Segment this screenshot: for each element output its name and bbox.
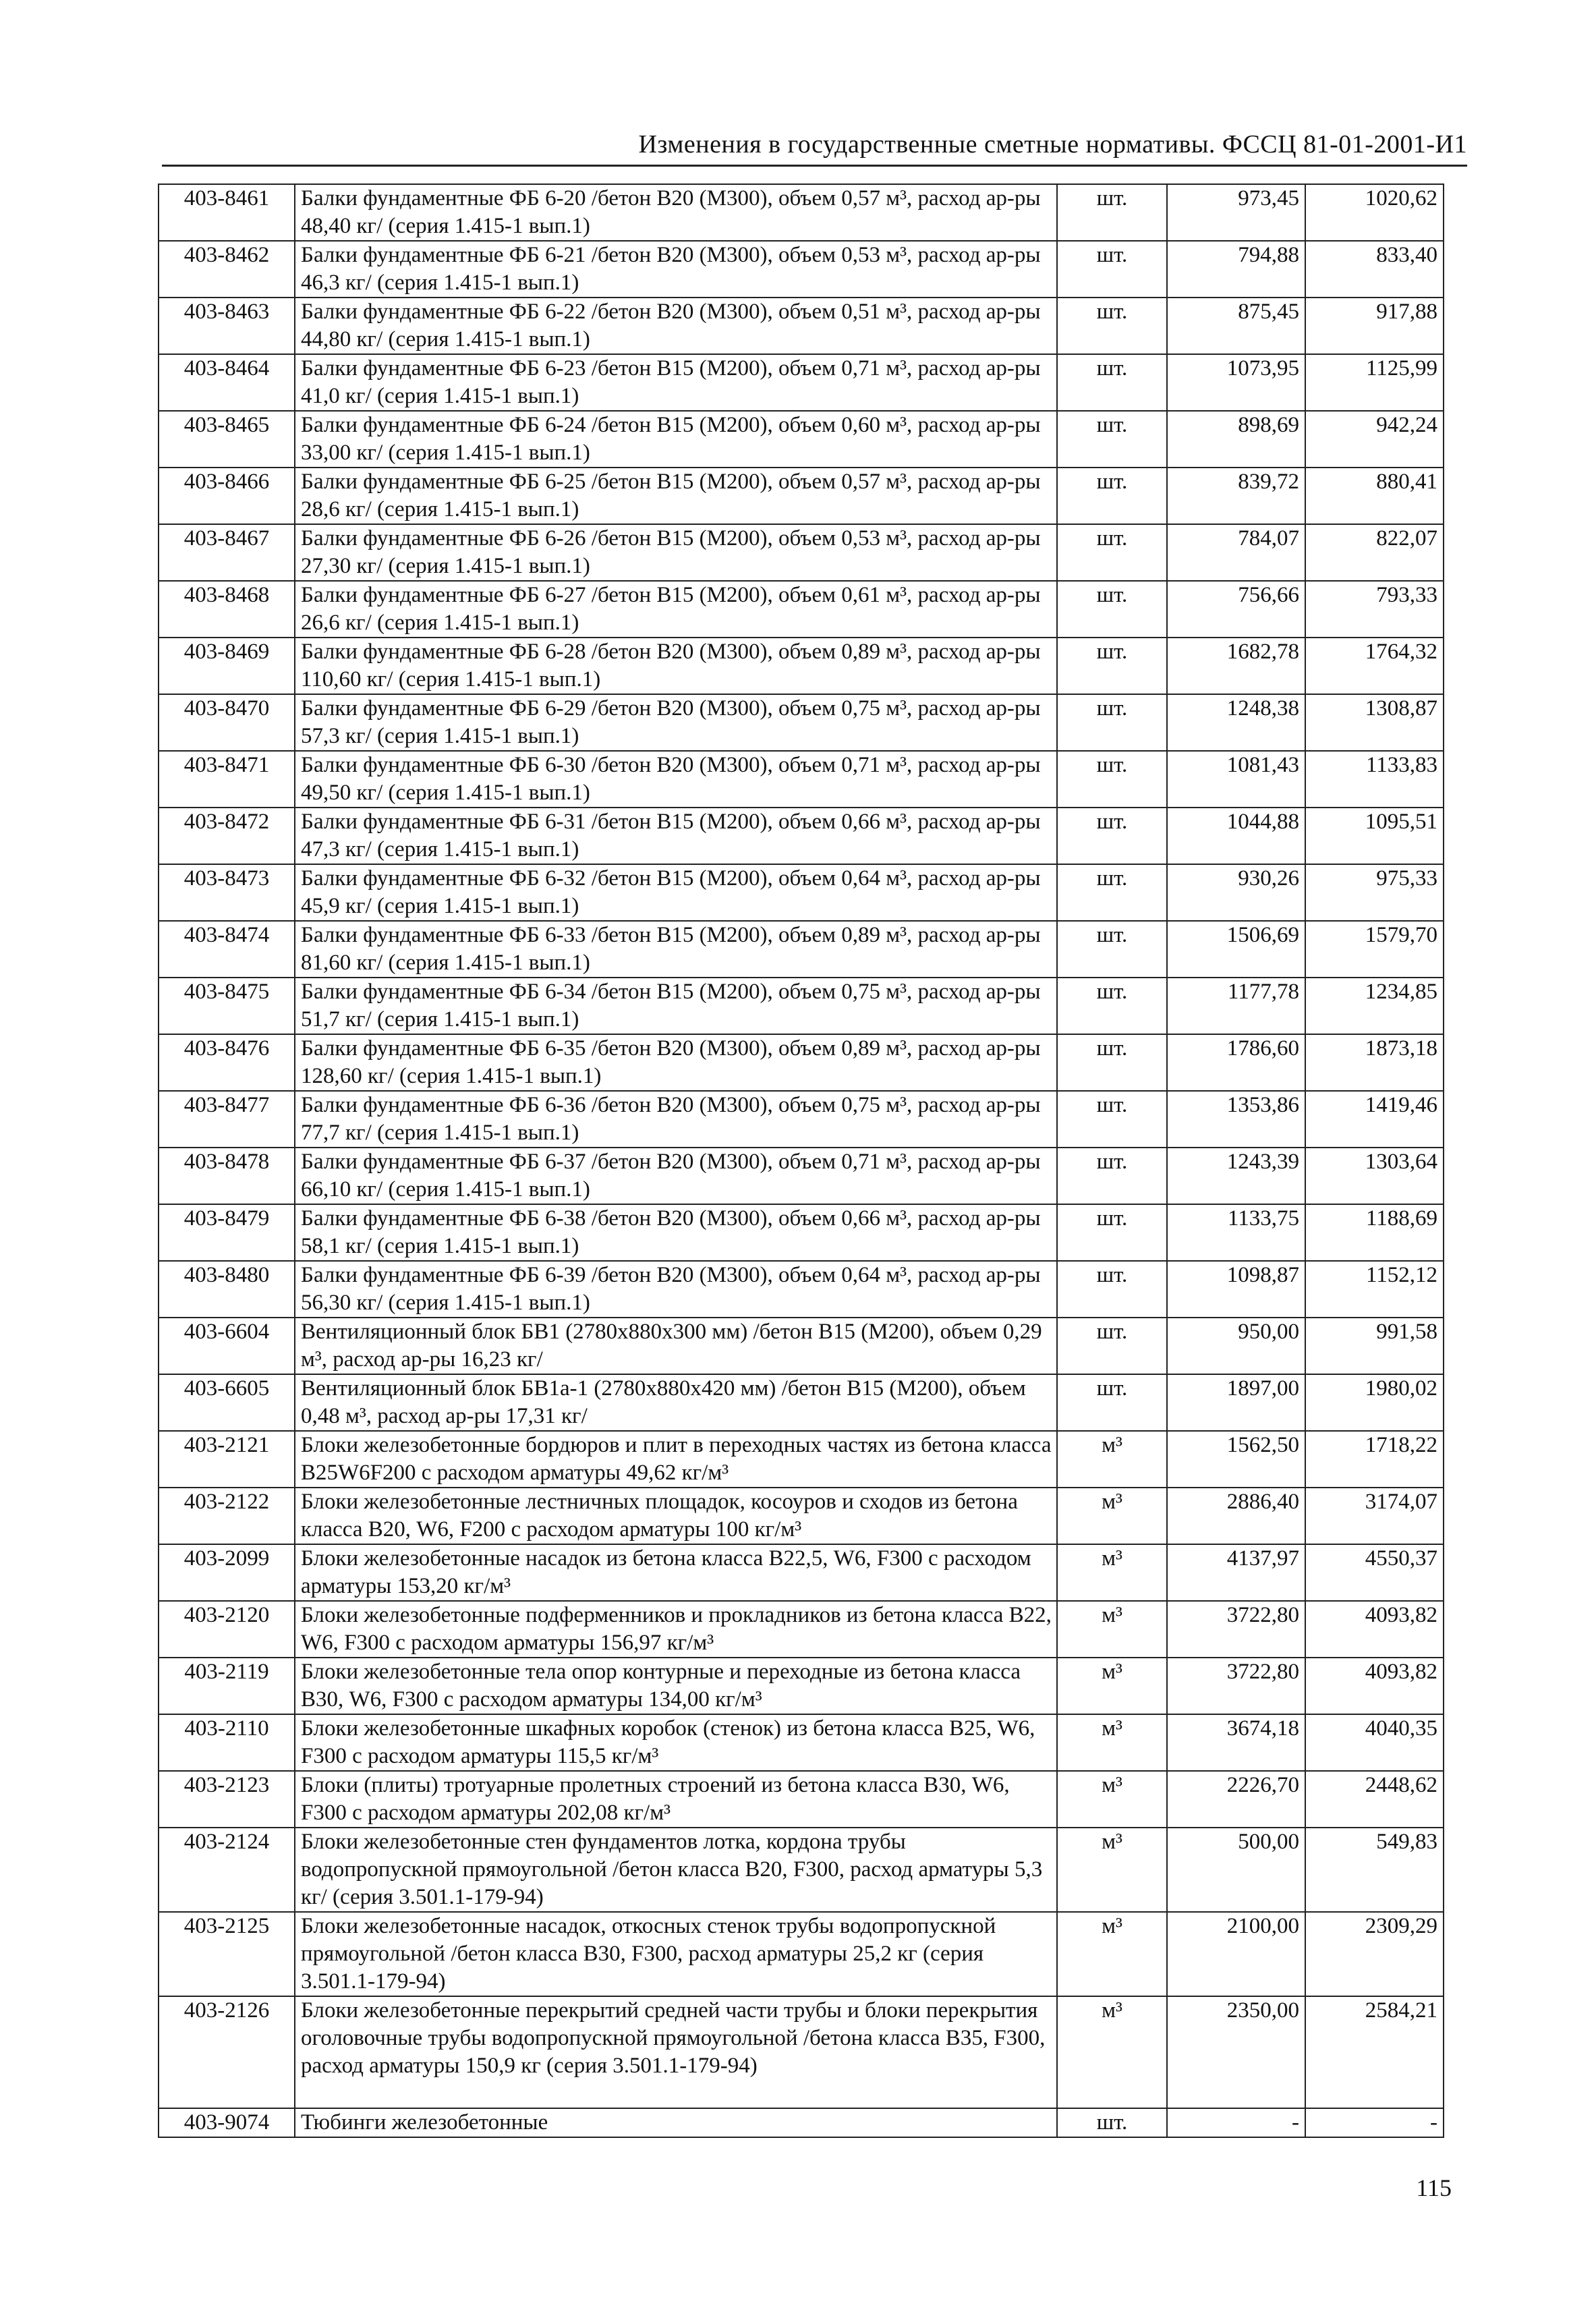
item-unit: м³ [1057, 1544, 1167, 1601]
table-row [159, 1544, 1444, 1601]
item-unit: шт. [1057, 241, 1167, 298]
item-description: Балки фундаментные ФБ 6-20 /бетон В20 (М300), объем 0,57 м³, расход ар-ры 48,40 кг/ (серия 1.415-1 вып.1) [295, 184, 1057, 241]
item-unit: м³ [1057, 1996, 1167, 2108]
item-unit: шт. [1057, 808, 1167, 864]
item-price-2: 1873,18 [1305, 1034, 1444, 1091]
table-row [159, 411, 1444, 468]
item-code: 403-8469 [159, 638, 295, 694]
item-price-2: 991,58 [1305, 1318, 1444, 1374]
item-price-1: 1506,69 [1167, 921, 1305, 978]
item-price-2: 3174,07 [1305, 1488, 1444, 1544]
item-description: Блоки железобетонные бордюров и плит в переходных частях из бетона класса B25W6F200 с расходом арматуры 49,62 кг/м³ [295, 1431, 1057, 1488]
item-price-2: 942,24 [1305, 411, 1444, 468]
item-code: 403-2125 [159, 1912, 295, 1996]
item-unit: шт. [1057, 638, 1167, 694]
item-price-1: 1897,00 [1167, 1374, 1305, 1431]
item-unit: м³ [1057, 1828, 1167, 1912]
item-description: Блоки (плиты) тротуарные пролетных строений из бетона класса В30, W6, F300 с расходом арматуры 202,08 кг/м³ [295, 1771, 1057, 1828]
item-code: 403-2099 [159, 1544, 295, 1601]
item-price-2: 1125,99 [1305, 354, 1444, 411]
item-price-1: 2100,00 [1167, 1912, 1305, 1996]
table-row [159, 921, 1444, 978]
table-row [159, 1204, 1444, 1261]
item-price-1: 784,07 [1167, 524, 1305, 581]
item-unit: м³ [1057, 1771, 1167, 1828]
header-rule [162, 165, 1467, 167]
item-code: 403-9074 [159, 2108, 295, 2137]
item-description: Блоки железобетонные насадок, откосных стенок трубы водопропускной прямоугольной /бетон класса В30, F300, расход арматуры 25,2 кг (серия 3.501.1-179-94) [295, 1912, 1057, 1996]
table-row [159, 298, 1444, 354]
item-price-2: 793,33 [1305, 581, 1444, 638]
item-description: Блоки железобетонные лестничных площадок, косоуров и сходов из бетона класса В20, W6, F200 с расходом арматуры 100 кг/м³ [295, 1488, 1057, 1544]
table-row [159, 1318, 1444, 1374]
item-price-2: 822,07 [1305, 524, 1444, 581]
item-description: Балки фундаментные ФБ 6-30 /бетон В20 (М300), объем 0,71 м³, расход ар-ры 49,50 кг/ (серия 1.415-1 вып.1) [295, 751, 1057, 808]
item-description: Вентиляционный блок БВ1 (2780х880х300 мм) /бетон В15 (М200), объем 0,29 м³, расход ар-ры 16,23 кг/ [295, 1318, 1057, 1374]
item-price-2: 2584,21 [1305, 1996, 1444, 2108]
item-price-2: 4093,82 [1305, 1658, 1444, 1714]
table-row [159, 1034, 1444, 1091]
item-description: Балки фундаментные ФБ 6-36 /бетон В20 (М300), объем 0,75 м³, расход ар-ры 77,7 кг/ (серия 1.415-1 вып.1) [295, 1091, 1057, 1148]
item-code: 403-2121 [159, 1431, 295, 1488]
item-code: 403-6604 [159, 1318, 295, 1374]
item-description: Балки фундаментные ФБ 6-35 /бетон В20 (М300), объем 0,89 м³, расход ар-ры 128,60 кг/ (серия 1.415-1 вып.1) [295, 1034, 1057, 1091]
item-price-1: 1682,78 [1167, 638, 1305, 694]
item-description: Балки фундаментные ФБ 6-31 /бетон В15 (М200), объем 0,66 м³, расход ар-ры 47,3 кг/ (серия 1.415-1 вып.1) [295, 808, 1057, 864]
item-price-2: 1308,87 [1305, 694, 1444, 751]
item-unit: шт. [1057, 1318, 1167, 1374]
item-description: Балки фундаментные ФБ 6-32 /бетон В15 (М200), объем 0,64 м³, расход ар-ры 45,9 кг/ (серия 1.415-1 вып.1) [295, 864, 1057, 921]
item-price-1: 839,72 [1167, 468, 1305, 524]
item-unit: шт. [1057, 694, 1167, 751]
item-code: 403-8475 [159, 978, 295, 1034]
item-unit: м³ [1057, 1658, 1167, 1714]
item-price-1: 950,00 [1167, 1318, 1305, 1374]
item-description: Балки фундаментные ФБ 6-39 /бетон В20 (М300), объем 0,64 м³, расход ар-ры 56,30 кг/ (серия 1.415-1 вып.1) [295, 1261, 1057, 1318]
item-price-1: 2350,00 [1167, 1996, 1305, 2108]
item-code: 403-8477 [159, 1091, 295, 1148]
table-row [159, 638, 1444, 694]
item-description: Блоки железобетонные стен фундаментов лотка, кордона трубы водопропускной прямоугольной /бетон класса В20, F300, расход арматуры 5,3 кг/ (серия 3.501.1-179-94) [295, 1828, 1057, 1912]
item-unit: м³ [1057, 1488, 1167, 1544]
table-row [159, 808, 1444, 864]
item-description: Балки фундаментные ФБ 6-23 /бетон В15 (М200), объем 0,71 м³, расход ар-ры 41,0 кг/ (серия 1.415-1 вып.1) [295, 354, 1057, 411]
item-price-2: 1764,32 [1305, 638, 1444, 694]
table-row [159, 524, 1444, 581]
item-price-2: 1718,22 [1305, 1431, 1444, 1488]
item-code: 403-8480 [159, 1261, 295, 1318]
table-row [159, 978, 1444, 1034]
table-row [159, 354, 1444, 411]
table-row [159, 581, 1444, 638]
item-unit: шт. [1057, 2108, 1167, 2137]
item-price-1: 2226,70 [1167, 1771, 1305, 1828]
item-code: 403-2120 [159, 1601, 295, 1658]
item-price-1: 973,45 [1167, 184, 1305, 241]
item-description: Балки фундаментные ФБ 6-27 /бетон В15 (М200), объем 0,61 м³, расход ар-ры 26,6 кг/ (серия 1.415-1 вып.1) [295, 581, 1057, 638]
item-price-1: 3674,18 [1167, 1714, 1305, 1771]
item-unit: м³ [1057, 1912, 1167, 1996]
item-unit: шт. [1057, 1091, 1167, 1148]
item-price-1: 3722,80 [1167, 1658, 1305, 1714]
table-row [159, 1771, 1444, 1828]
item-code: 403-8466 [159, 468, 295, 524]
item-unit: шт. [1057, 1204, 1167, 1261]
item-unit: шт. [1057, 751, 1167, 808]
item-code: 403-8462 [159, 241, 295, 298]
item-description: Вентиляционный блок БВ1а-1 (2780х880х420 мм) /бетон В15 (М200), объем 0,48 м³, расход ар-ры 17,31 кг/ [295, 1374, 1057, 1431]
item-price-1: 1243,39 [1167, 1148, 1305, 1204]
item-price-2: 917,88 [1305, 298, 1444, 354]
item-unit: шт. [1057, 354, 1167, 411]
table-row [159, 751, 1444, 808]
item-price-1: 1133,75 [1167, 1204, 1305, 1261]
table-row [159, 184, 1444, 241]
item-price-1: 1073,95 [1167, 354, 1305, 411]
item-code: 403-8471 [159, 751, 295, 808]
item-price-2: - [1305, 2108, 1444, 2137]
item-code: 403-2119 [159, 1658, 295, 1714]
item-unit: шт. [1057, 864, 1167, 921]
item-unit: шт. [1057, 184, 1167, 241]
table-row [159, 1431, 1444, 1488]
table-row [159, 1488, 1444, 1544]
item-code: 403-8470 [159, 694, 295, 751]
item-code: 403-8465 [159, 411, 295, 468]
item-unit: шт. [1057, 1148, 1167, 1204]
item-description: Балки фундаментные ФБ 6-37 /бетон В20 (М300), объем 0,71 м³, расход ар-ры 66,10 кг/ (серия 1.415-1 вып.1) [295, 1148, 1057, 1204]
item-price-2: 1152,12 [1305, 1261, 1444, 1318]
item-code: 403-8474 [159, 921, 295, 978]
item-price-2: 1095,51 [1305, 808, 1444, 864]
item-price-1: 1248,38 [1167, 694, 1305, 751]
item-code: 403-2126 [159, 1996, 295, 2108]
item-price-1: 3722,80 [1167, 1601, 1305, 1658]
item-price-2: 2448,62 [1305, 1771, 1444, 1828]
item-price-1: 794,88 [1167, 241, 1305, 298]
item-code: 403-8473 [159, 864, 295, 921]
item-code: 403-8478 [159, 1148, 295, 1204]
item-unit: шт. [1057, 1034, 1167, 1091]
item-unit: м³ [1057, 1714, 1167, 1771]
item-code: 403-8467 [159, 524, 295, 581]
item-description: Балки фундаментные ФБ 6-22 /бетон В20 (М300), объем 0,51 м³, расход ар-ры 44,80 кг/ (серия 1.415-1 вып.1) [295, 298, 1057, 354]
item-description: Балки фундаментные ФБ 6-26 /бетон В15 (М200), объем 0,53 м³, расход ар-ры 27,30 кг/ (серия 1.415-1 вып.1) [295, 524, 1057, 581]
item-description: Тюбинги железобетонные [295, 2108, 1057, 2137]
item-description: Балки фундаментные ФБ 6-28 /бетон В20 (М300), объем 0,89 м³, расход ар-ры 110,60 кг/ (серия 1.415-1 вып.1) [295, 638, 1057, 694]
item-unit: шт. [1057, 581, 1167, 638]
item-description: Блоки железобетонные перекрытий средней части трубы и блоки перекрытия оголовочные трубы водопропускной прямоугольной /бетона класса В35, F300, расход арматуры 150,9 кг (серия 3.501.1-179-94) [295, 1996, 1057, 2108]
table-row [159, 864, 1444, 921]
item-description: Блоки железобетонные тела опор контурные и переходные из бетона класса В30, W6, F300 с расходом арматуры 134,00 кг/м³ [295, 1658, 1057, 1714]
item-code: 403-8468 [159, 581, 295, 638]
item-price-2: 1419,46 [1305, 1091, 1444, 1148]
item-unit: шт. [1057, 411, 1167, 468]
item-price-1: 2886,40 [1167, 1488, 1305, 1544]
page-header: Изменения в государственные сметные нормативы. ФССЦ 81-01-2001-И1 [638, 130, 1467, 159]
item-price-2: 1020,62 [1305, 184, 1444, 241]
item-price-2: 975,33 [1305, 864, 1444, 921]
item-price-1: 1562,50 [1167, 1431, 1305, 1488]
item-price-1: 1177,78 [1167, 978, 1305, 1034]
item-unit: шт. [1057, 1261, 1167, 1318]
item-description: Балки фундаментные ФБ 6-21 /бетон В20 (М300), объем 0,53 м³, расход ар-ры 46,3 кг/ (серия 1.415-1 вып.1) [295, 241, 1057, 298]
item-price-2: 1234,85 [1305, 978, 1444, 1034]
table-row [159, 1828, 1444, 1912]
item-price-2: 1188,69 [1305, 1204, 1444, 1261]
table-row [159, 1714, 1444, 1771]
item-price-2: 4093,82 [1305, 1601, 1444, 1658]
item-price-1: 898,69 [1167, 411, 1305, 468]
table-row [159, 2108, 1444, 2137]
item-price-1: 930,26 [1167, 864, 1305, 921]
item-description: Балки фундаментные ФБ 6-25 /бетон В15 (М200), объем 0,57 м³, расход ар-ры 28,6 кг/ (серия 1.415-1 вып.1) [295, 468, 1057, 524]
price-table [158, 184, 1444, 2138]
item-unit: шт. [1057, 524, 1167, 581]
item-price-1: 1098,87 [1167, 1261, 1305, 1318]
item-code: 403-8479 [159, 1204, 295, 1261]
table-row [159, 1601, 1444, 1658]
item-code: 403-2124 [159, 1828, 295, 1912]
item-unit: шт. [1057, 921, 1167, 978]
table-row [159, 1091, 1444, 1148]
item-price-2: 549,83 [1305, 1828, 1444, 1912]
item-description: Блоки железобетонные шкафных коробок (стенок) из бетона класса В25, W6, F300 с расходом арматуры 115,5 кг/м³ [295, 1714, 1057, 1771]
table-row [159, 1261, 1444, 1318]
item-price-2: 2309,29 [1305, 1912, 1444, 1996]
item-unit: м³ [1057, 1601, 1167, 1658]
item-code: 403-8476 [159, 1034, 295, 1091]
item-description: Блоки железобетонные подферменников и прокладников из бетона класса В22, W6, F300 с расходом арматуры 156,97 кг/м³ [295, 1601, 1057, 1658]
item-code: 403-6605 [159, 1374, 295, 1431]
item-price-1: 875,45 [1167, 298, 1305, 354]
item-code: 403-8472 [159, 808, 295, 864]
item-price-2: 1980,02 [1305, 1374, 1444, 1431]
table-row [159, 1374, 1444, 1431]
item-price-1: - [1167, 2108, 1305, 2137]
item-price-1: 1044,88 [1167, 808, 1305, 864]
item-unit: шт. [1057, 298, 1167, 354]
item-code: 403-8461 [159, 184, 295, 241]
item-unit: шт. [1057, 1374, 1167, 1431]
item-price-2: 1133,83 [1305, 751, 1444, 808]
item-price-1: 500,00 [1167, 1828, 1305, 1912]
table-row [159, 241, 1444, 298]
table-row [159, 468, 1444, 524]
item-unit: шт. [1057, 978, 1167, 1034]
table-row [159, 1996, 1444, 2108]
item-code: 403-8464 [159, 354, 295, 411]
table-row [159, 1148, 1444, 1204]
item-price-2: 4550,37 [1305, 1544, 1444, 1601]
item-code: 403-2123 [159, 1771, 295, 1828]
page-number: 115 [1416, 2174, 1452, 2201]
item-code: 403-8463 [159, 298, 295, 354]
table-row [159, 1912, 1444, 1996]
item-price-1: 4137,97 [1167, 1544, 1305, 1601]
item-unit: м³ [1057, 1431, 1167, 1488]
item-price-1: 1786,60 [1167, 1034, 1305, 1091]
item-price-1: 1353,86 [1167, 1091, 1305, 1148]
item-description: Балки фундаментные ФБ 6-24 /бетон В15 (М200), объем 0,60 м³, расход ар-ры 33,00 кг/ (серия 1.415-1 вып.1) [295, 411, 1057, 468]
item-description: Балки фундаментные ФБ 6-38 /бетон В20 (М300), объем 0,66 м³, расход ар-ры 58,1 кг/ (серия 1.415-1 вып.1) [295, 1204, 1057, 1261]
item-code: 403-2110 [159, 1714, 295, 1771]
table-row [159, 694, 1444, 751]
item-description: Балки фундаментные ФБ 6-29 /бетон В20 (М300), объем 0,75 м³, расход ар-ры 57,3 кг/ (серия 1.415-1 вып.1) [295, 694, 1057, 751]
item-price-1: 756,66 [1167, 581, 1305, 638]
item-description: Блоки железобетонные насадок из бетона класса В22,5, W6, F300 с расходом арматуры 153,20 кг/м³ [295, 1544, 1057, 1601]
item-code: 403-2122 [159, 1488, 295, 1544]
item-price-2: 1303,64 [1305, 1148, 1444, 1204]
item-price-1: 1081,43 [1167, 751, 1305, 808]
item-unit: шт. [1057, 468, 1167, 524]
item-description: Балки фундаментные ФБ 6-34 /бетон В15 (М200), объем 0,75 м³, расход ар-ры 51,7 кг/ (серия 1.415-1 вып.1) [295, 978, 1057, 1034]
item-price-2: 4040,35 [1305, 1714, 1444, 1771]
item-price-2: 1579,70 [1305, 921, 1444, 978]
item-price-2: 833,40 [1305, 241, 1444, 298]
table-row [159, 1658, 1444, 1714]
item-price-2: 880,41 [1305, 468, 1444, 524]
item-description: Балки фундаментные ФБ 6-33 /бетон В15 (М200), объем 0,89 м³, расход ар-ры 81,60 кг/ (серия 1.415-1 вып.1) [295, 921, 1057, 978]
